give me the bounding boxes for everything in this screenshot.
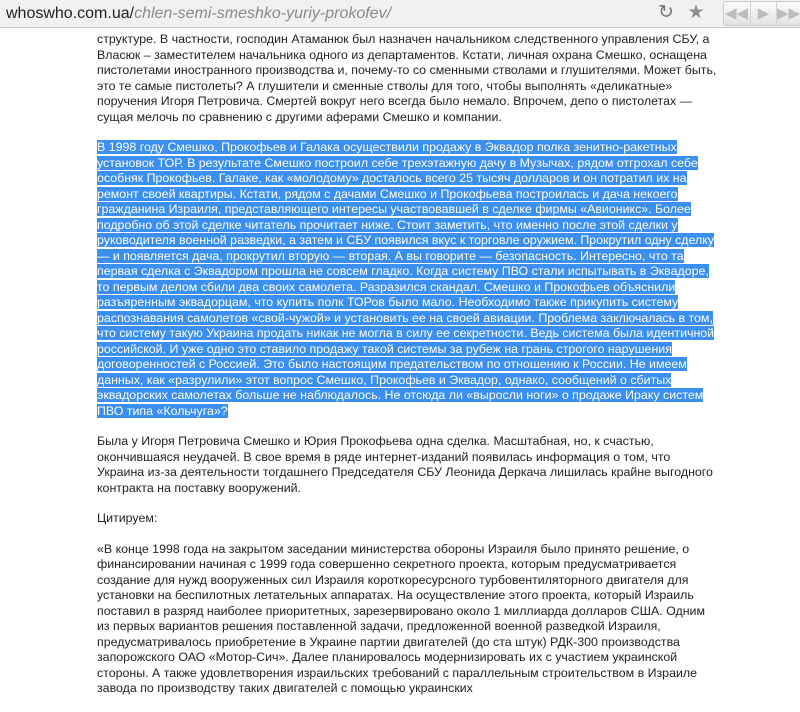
article-paragraph-selected bbox=[97, 140, 717, 419]
url-domain: whoswho.com.ua/ bbox=[6, 5, 135, 22]
rewind-icon[interactable]: ◀◀ bbox=[724, 5, 749, 22]
browser-toolbar bbox=[0, 0, 800, 28]
article-paragraph: Цитируем: bbox=[97, 511, 158, 525]
article-paragraph: Была у Игоря Петровича Смешко и Юрия Прокофьева одна сделка. Масштабная, но, к счастью, окончившаяся неудачей. В свое время в ряде интернет-изданий появилась информация о том, что Украина из-за деятельности тогдашнего Председателя СБУ Леонида Деркача лишилась крайне выгодного контракта на поставку вооружений. bbox=[97, 434, 713, 495]
fast-forward-icon[interactable]: ▶▶ bbox=[776, 5, 800, 22]
address-bar[interactable] bbox=[6, 4, 391, 24]
selected-text: В 1998 году Смешко, Прокофьев и Галака осуществили продажу в Эквадор полка зенитно-ракетных установок ТОР. В результате Смешко построил себе трехэтажную дачу в Музычах, рядом отгрохал себе особняк Прокофьев. Галаке, как «молодому» досталось всего 25 тысяч долларов и он потратил их на ремонт своей квартиры. Кстати, рядом с дачами Смешко и Прокофьева построилась и дача некоего гражданина Израиля, представляющего интересы участвовавшей в сделке фирмы «Авионикс». Более подробно об этой сделке читатель прочитает ниже. Стоит заметить, что именно после этой сделки у руководителя военной разведки, а затем и СБУ появился вкус к торговле оружием. Прокрутил одну сделку — и появляется дача, прокрутил вторую — вторая. А вы говорите — безопасность. Интересно, что та первая сделка с Эквадором прошла не совсем гладко. Когда систему ПВО стали испытывать в Эквадоре, то первым делом сбили два своих самолета. Разразился скандал. Смешко и Прокофьев объяснили разъяренным эквадорцам, что купить полк ТОРов было мало. Необходимо также прикупить систему распознавания самолетов «свой-чужой» и установить ее на своей авиации. Проблема заключалась в том, что систему такую Украина продать никак не могла в силу ее секретности. Ведь система была идентичной российской. И уже одно это ставило продажу такой системы за рубеж на грань строгого нарушения договоренностей с Россией. Это было настоящим предательством по отношению к России. Не имеем данных, как «разрулили» этот вопрос Смешко, Прокофьев и Эквадор, однако, сообщений о сбитых эквадорских самолетах больше не наблюдалось. Не отсюда ли «выросли ноги» о продаже Ираку систем ПВО типа «Кольчуга»? bbox=[97, 140, 715, 418]
article-paragraph: «В конце 1998 года на закрытом заседании министерства обороны Израиля было принято решение, о финансировании начиная с 1999 года совершенно секретного проекта, которым предусматривается создание для нужд вооруженных сил Израиля короткоресурсного турбовентиляторного двигателя для установки на беспилотных летательных аппаратах. На осуществление этого проекта, который Израиль поставил в разряд наиболее приоритетных, зарезервировано около 1 миллиарда долларов США. Одним из первых вариантов решения поставленной задачи, предложенной военной разведкой Израиля, предусматривалось приобретение в Украине партии двигателей (до ста штук) РДК-300 производства запорожского ОАО «Мотор-Сич». Далее планировалось модернизировать их с участием украинской стороны. А также удовлетворения израильских требований с параллельным строительством в Израиле завода по производству таких двигателей с помощью украинских bbox=[97, 541, 705, 695]
url-path: chlen-semi-smeshko-yuriy-prokofev/ bbox=[134, 5, 392, 22]
article-paragraph: структуре. В частности, господин Атаманюк был назначен начальником следственного управления СБУ, а Власюк – заместителем начальника одного из департаментов. Кстати, личная охрана Смешко, оснащена пистолетами иностранного производства и, почему-то со сменными стволами и глушителями. Может быть, это те самые пистолеты? А глушители и сменные стволы для того, чтобы выполнять «деликатные» поручения Игоря Петровича. Смертей вокруг него всегда было немало. Впрочем, депо о пистолетах — сущая мелочь по сравнению с другими аферами Смешко и компании. bbox=[97, 32, 717, 124]
article-body bbox=[97, 32, 717, 712]
play-icon[interactable]: ▶ bbox=[750, 2, 777, 25]
bookmark-star-icon[interactable]: ★ bbox=[687, 2, 705, 23]
media-controls bbox=[723, 1, 800, 26]
reload-icon[interactable]: ↻ bbox=[658, 2, 674, 23]
